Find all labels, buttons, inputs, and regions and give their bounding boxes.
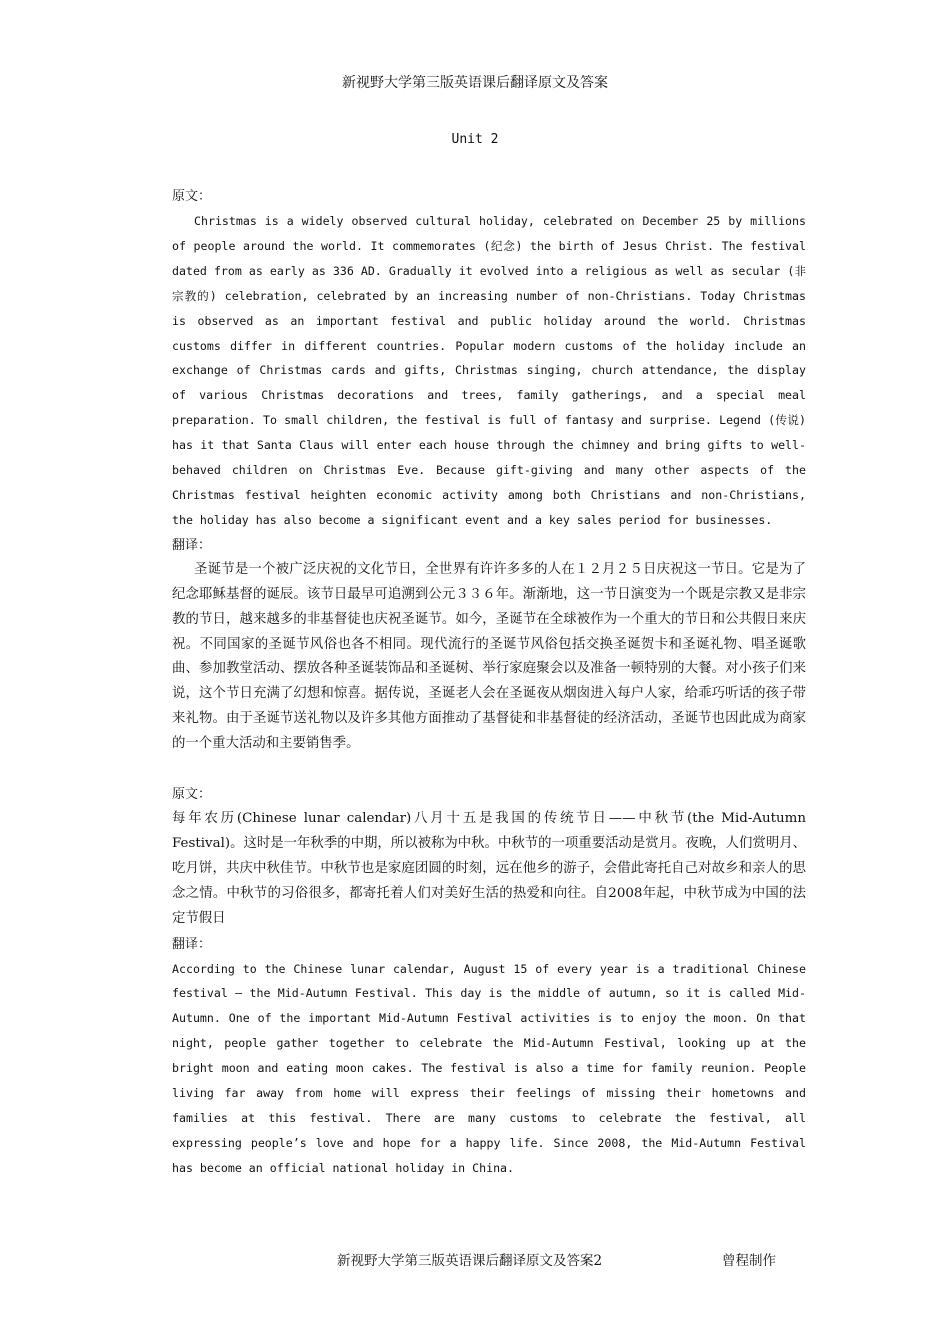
footer-title: 新视野大学第三版英语课后翻译原文及答案2 <box>337 1253 603 1269</box>
footer-author: 曾程制作 <box>722 1253 776 1269</box>
section-spacer <box>172 757 806 782</box>
mid-autumn-section <box>172 782 806 1181</box>
unit-title: Unit 2 <box>451 132 499 147</box>
christmas-original-paragraph: Christmas is a widely observed cultural holiday, celebrated on December 25 by millions of people around the world. It commemorates (纪念) the birth of Jesus Christ. The festival dated from as early as 336 AD. Gradually it evolved into a religious as well as secular (非宗教的) celebration, celebrated by an increasing number of non-Christians. Today Christmas is observed as an important festival and public holiday around the world. Christmas customs differ in different countries. Popular modern customs of the holiday include an exchange of Christmas cards and gifts, Christmas singing, church attendance, the display of various Christmas decorations and trees, family gatherings, and a special meal preparation. To small children, the festival is full of fantasy and surprise. Legend (传说) has it that Santa Claus will enter each house through the chimney and bring gifts to well-behaved children on Christmas Eve. Because gift-giving and many other aspects of the Christmas festival heighten economic activity among both Christians and non-Christians, the holiday has also become a significant event and a key sales period for businesses. <box>172 214 806 527</box>
original-label: 原文： <box>172 787 212 803</box>
translation-label: 翻译： <box>172 537 212 553</box>
mid-autumn-original-paragraph: 每年农历(Chinese lunar calendar)八月十五是我国的传统节日——中秋节(the Mid-Autumn Festival)。这时是一年秋季的中期，所以被称为中秋。中秋节的一项重要活动是赏月。夜晚，人们赏明月、吃月饼，共庆中秋佳节。中秋节也是家庭团圆的时刻，远在他乡的游子，会借此寄托自己对故乡和亲人的思念之情。中秋节的习俗很多，都寄托着人们对美好生活的热爱和向往。自2008年起，中秋节成为中国的法定节假日 <box>172 811 806 926</box>
document-body <box>172 184 806 1181</box>
translation-label: 翻译： <box>172 936 212 952</box>
christmas-translation-paragraph: 圣诞节是一个被广泛庆祝的文化节日，全世界有许许多多的人在１２月２５日庆祝这一节日。它是为了纪念耶稣基督的诞辰。该节日最早可追溯到公元３３６年。渐渐地，这一节日演变为一个既是宗教又是非宗教的节日，越来越多的非基督徒也庆祝圣诞节。如今，圣诞节在全球被作为一个重大的节日和公共假日来庆祝。不同国家的圣诞节风俗也各不相同。现代流行的圣诞节风俗包括交换圣诞贺卡和圣诞礼物、唱圣诞歌曲、参加教堂活动、摆放各种圣诞装饰品和圣诞树、举行家庭聚会以及准备一顿特别的大餐。对小孩子们来说，这个节日充满了幻想和惊喜。据传说，圣诞老人会在圣诞夜从烟囱进入每户人家，给乖巧听话的孩子带来礼物。由于圣诞节送礼物以及许多其他方面推动了基督徒和非基督徒的经济活动，圣诞节也因此成为商家的一个重大活动和主要销售季。 <box>172 561 806 752</box>
original-label: 原文： <box>172 189 212 204</box>
mid-autumn-translation-paragraph: According to the Chinese lunar calendar, August 15 of every year is a traditional Chinese festival — the Mid-Autumn Festival. This day is the middle of autumn, so it is called Mid-Autumn. One of the important Mid-Autumn Festival activities is to enjoy the moon. On that night, people gather together to celebrate the Mid-Autumn Festival, looking up at the bright moon and eating moon cakes. The festival is also a time for family reunion. People living far away from home will express their feelings of missing their hometowns and families at this festival. There are many customs to celebrate the festival, all expressing people’s love and hope for a happy life. Since 2008, the Mid-Autumn Festival has become an official national holiday in China. <box>172 961 806 1175</box>
christmas-section <box>172 184 806 757</box>
page-header: 新视野大学第三版英语课后翻译原文及答案 <box>342 75 608 91</box>
